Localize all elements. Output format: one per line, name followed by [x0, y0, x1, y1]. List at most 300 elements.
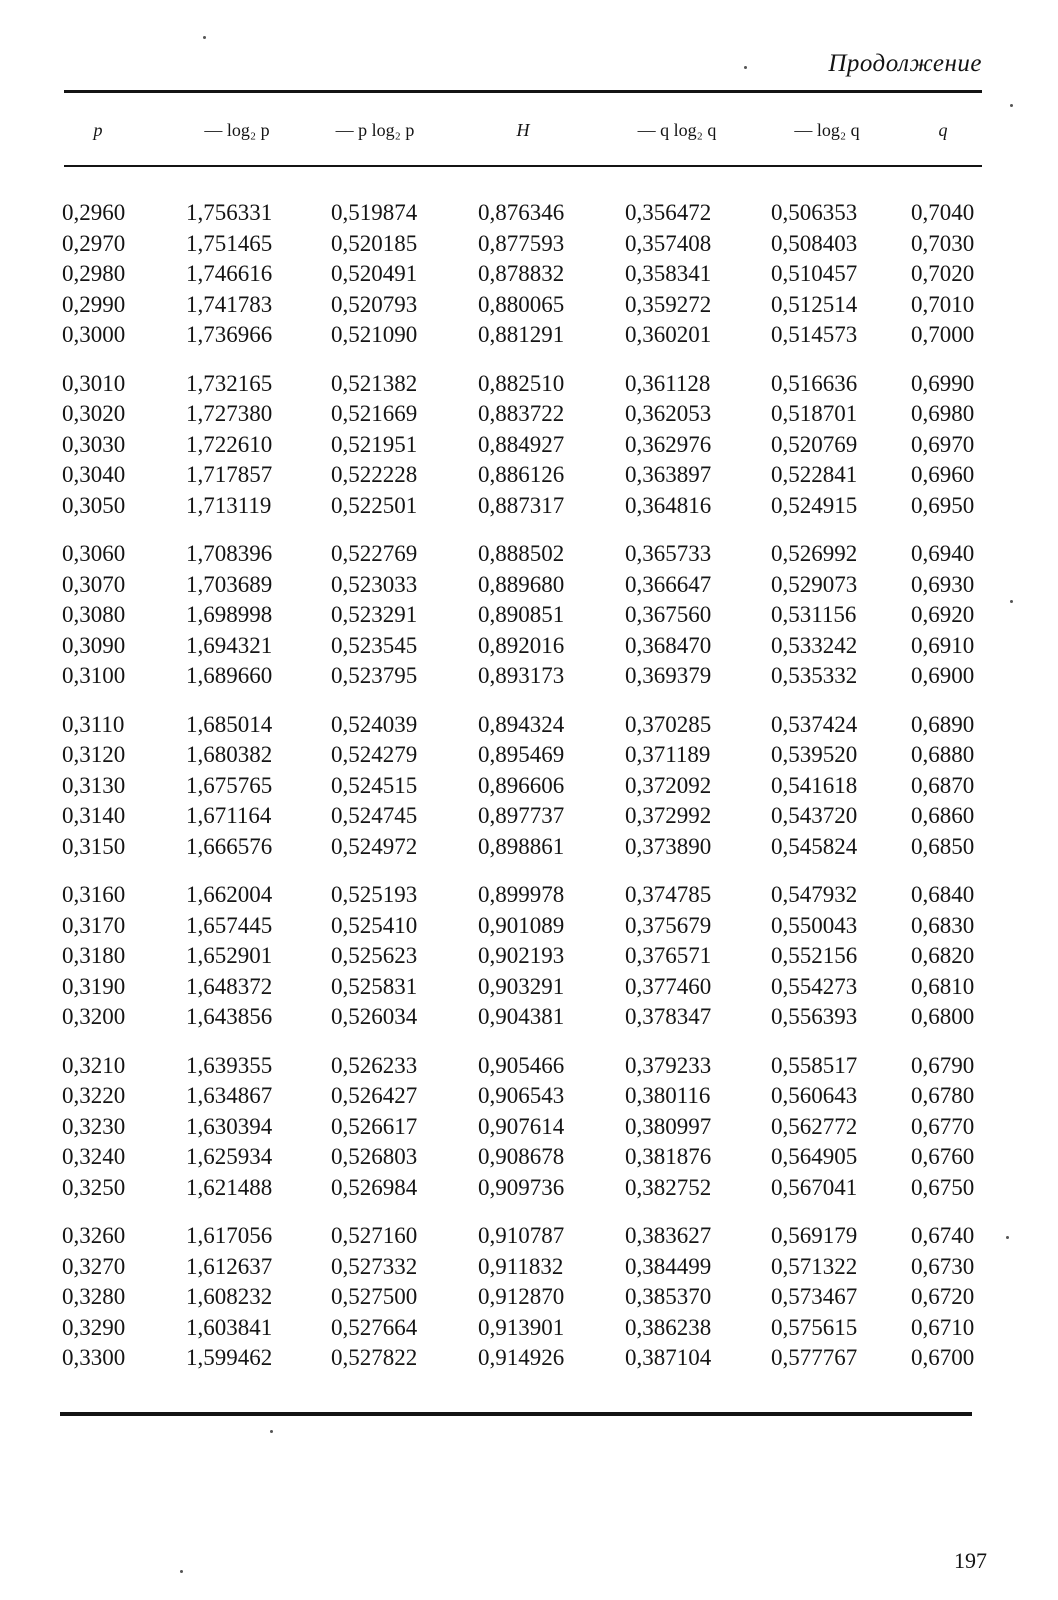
- table-body: [0, 198, 1058, 1392]
- cell-h: 0,899978: [478, 882, 565, 907]
- top-rule: [64, 90, 982, 93]
- table-row: [0, 661, 1058, 692]
- cell-neg-log2-q: 0,558517: [771, 1052, 858, 1078]
- cell-neg-log2-q: 0,514573: [771, 322, 858, 347]
- cell-q: 0,6740: [911, 1223, 975, 1248]
- cell-neg-log2-q: 0,541618: [771, 772, 858, 798]
- table-row: [0, 710, 1058, 741]
- cell-p: 0,3290: [62, 1314, 126, 1340]
- cell-neg-q-log2-q: 0,387104: [625, 1345, 712, 1370]
- cell-q: 0,6710: [911, 1314, 975, 1340]
- cell-neg-log2-p: 1,741783: [186, 291, 273, 317]
- cell-neg-q-log2-q: 0,372092: [625, 772, 712, 798]
- cell-h: 0,881291: [478, 322, 565, 347]
- header-neg-log2-q-label: — log₂ q: [794, 120, 860, 140]
- cell-neg-log2-p: 1,717857: [186, 462, 273, 487]
- cell-q: 0,6950: [911, 492, 975, 518]
- cell-neg-q-log2-q: 0,360201: [625, 322, 712, 347]
- cell-neg-log2-p: 1,698998: [186, 602, 273, 627]
- cell-p: 0,3190: [62, 973, 126, 999]
- cell-neg-p-log2-p: 0,524039: [331, 711, 418, 737]
- cell-neg-log2-q: 0,567041: [771, 1174, 858, 1200]
- cell-neg-log2-q: 0,545824: [771, 833, 858, 859]
- cell-neg-p-log2-p: 0,526984: [331, 1174, 418, 1200]
- table-row: [0, 832, 1058, 863]
- cell-neg-p-log2-p: 0,527160: [331, 1223, 418, 1248]
- scan-speck: [270, 1430, 273, 1433]
- cell-q: 0,6910: [911, 632, 975, 658]
- cell-neg-q-log2-q: 0,381876: [625, 1144, 712, 1169]
- cell-p: 0,3180: [62, 943, 126, 968]
- cell-p: 0,3220: [62, 1083, 126, 1108]
- cell-q: 0,6900: [911, 663, 975, 688]
- table-row: [0, 1343, 1058, 1374]
- cell-neg-log2-q: 0,573467: [771, 1284, 858, 1309]
- table-header: [0, 120, 1058, 150]
- cell-q: 0,7040: [911, 200, 975, 225]
- table-row: [0, 570, 1058, 601]
- cell-neg-log2-p: 1,727380: [186, 401, 273, 426]
- header-neg-log2-p-label: — log₂ p: [204, 120, 270, 140]
- cell-neg-log2-p: 1,666576: [186, 833, 273, 859]
- cell-h: 0,886126: [478, 462, 565, 487]
- cell-neg-log2-q: 0,552156: [771, 943, 858, 968]
- cell-neg-q-log2-q: 0,365733: [625, 541, 712, 566]
- table-row: [0, 1221, 1058, 1252]
- table-row: [0, 399, 1058, 430]
- table-row: [0, 1112, 1058, 1143]
- cell-p: 0,3070: [62, 571, 126, 597]
- header-neg-log2-p: [172, 120, 302, 141]
- cell-h: 0,904381: [478, 1004, 565, 1029]
- cell-neg-q-log2-q: 0,382752: [625, 1174, 712, 1200]
- cell-neg-q-log2-q: 0,375679: [625, 912, 712, 938]
- cell-neg-q-log2-q: 0,371189: [625, 742, 711, 767]
- cell-q: 0,6860: [911, 803, 975, 828]
- cell-p: 0,3260: [62, 1223, 126, 1248]
- cell-q: 0,6700: [911, 1345, 975, 1370]
- cell-neg-q-log2-q: 0,378347: [625, 1004, 712, 1029]
- cell-h: 0,893173: [478, 663, 565, 688]
- cell-neg-log2-p: 1,652901: [186, 943, 273, 968]
- cell-neg-log2-p: 1,621488: [186, 1174, 273, 1200]
- cell-h: 0,887317: [478, 492, 565, 518]
- cell-h: 0,902193: [478, 943, 565, 968]
- cell-h: 0,914926: [478, 1345, 565, 1370]
- row-group: [0, 369, 1058, 522]
- cell-p: 0,3110: [62, 711, 125, 737]
- cell-neg-q-log2-q: 0,373890: [625, 833, 712, 859]
- cell-neg-q-log2-q: 0,379233: [625, 1052, 712, 1078]
- cell-h: 0,909736: [478, 1174, 565, 1200]
- table-row: [0, 1173, 1058, 1204]
- cell-neg-p-log2-p: 0,520491: [331, 261, 418, 286]
- cell-neg-q-log2-q: 0,364816: [625, 492, 712, 518]
- cell-h: 0,895469: [478, 742, 565, 767]
- cell-neg-log2-q: 0,543720: [771, 803, 858, 828]
- cell-neg-p-log2-p: 0,523291: [331, 602, 418, 627]
- table-row: [0, 1142, 1058, 1173]
- cell-h: 0,908678: [478, 1144, 565, 1169]
- cell-q: 0,6840: [911, 882, 975, 907]
- cell-p: 0,3240: [62, 1144, 126, 1169]
- cell-p: 0,3160: [62, 882, 126, 907]
- cell-neg-q-log2-q: 0,359272: [625, 291, 712, 317]
- cell-neg-p-log2-p: 0,525831: [331, 973, 418, 999]
- cell-p: 0,3230: [62, 1113, 126, 1139]
- cell-q: 0,6810: [911, 973, 975, 999]
- cell-neg-q-log2-q: 0,366647: [625, 571, 712, 597]
- cell-p: 0,3270: [62, 1253, 126, 1279]
- cell-neg-log2-q: 0,550043: [771, 912, 858, 938]
- cell-q: 0,6990: [911, 370, 975, 396]
- scan-speck: [203, 36, 206, 39]
- cell-neg-p-log2-p: 0,523545: [331, 632, 418, 658]
- table-row: [0, 1252, 1058, 1283]
- cell-neg-log2-p: 1,736966: [186, 322, 273, 347]
- cell-neg-p-log2-p: 0,525623: [331, 943, 418, 968]
- scan-speck: [1006, 1236, 1009, 1239]
- cell-q: 0,6880: [911, 742, 975, 767]
- cell-neg-log2-q: 0,506353: [771, 200, 858, 225]
- cell-h: 0,876346: [478, 200, 565, 225]
- cell-q: 0,6940: [911, 541, 975, 566]
- cell-neg-log2-p: 1,639355: [186, 1052, 273, 1078]
- cell-neg-q-log2-q: 0,362976: [625, 431, 712, 457]
- cell-q: 0,6720: [911, 1284, 975, 1309]
- cell-neg-log2-q: 0,518701: [771, 401, 858, 426]
- cell-p: 0,3200: [62, 1004, 126, 1029]
- cell-neg-log2-q: 0,533242: [771, 632, 858, 658]
- cell-neg-q-log2-q: 0,385370: [625, 1284, 712, 1309]
- cell-q: 0,6780: [911, 1083, 975, 1108]
- header-rule: [64, 165, 982, 167]
- cell-neg-log2-p: 1,617056: [186, 1223, 273, 1248]
- table-row: [0, 1002, 1058, 1033]
- cell-h: 0,897737: [478, 803, 565, 828]
- cell-neg-log2-p: 1,694321: [186, 632, 273, 658]
- cell-h: 0,896606: [478, 772, 565, 798]
- cell-neg-log2-p: 1,634867: [186, 1083, 273, 1108]
- cell-neg-log2-q: 0,522841: [771, 462, 858, 487]
- cell-neg-log2-p: 1,630394: [186, 1113, 273, 1139]
- cell-neg-q-log2-q: 0,380116: [625, 1083, 711, 1108]
- continuation-label: Продолжение: [828, 50, 982, 77]
- cell-neg-p-log2-p: 0,523033: [331, 571, 418, 597]
- cell-p: 0,3050: [62, 492, 126, 518]
- cell-q: 0,7030: [911, 230, 975, 256]
- cell-h: 0,877593: [478, 230, 565, 256]
- cell-neg-q-log2-q: 0,367560: [625, 602, 712, 627]
- cell-neg-log2-q: 0,535332: [771, 663, 858, 688]
- cell-neg-log2-p: 1,612637: [186, 1253, 273, 1279]
- cell-q: 0,6830: [911, 912, 975, 938]
- cell-neg-log2-q: 0,520769: [771, 431, 858, 457]
- cell-neg-log2-p: 1,662004: [186, 882, 273, 907]
- cell-neg-p-log2-p: 0,520185: [331, 230, 418, 256]
- cell-neg-q-log2-q: 0,361128: [625, 370, 711, 396]
- cell-neg-log2-q: 0,510457: [771, 261, 858, 286]
- cell-q: 0,7000: [911, 322, 975, 347]
- table-row: [0, 198, 1058, 229]
- cell-q: 0,7020: [911, 261, 975, 286]
- table-row: [0, 1313, 1058, 1344]
- table-row: [0, 1081, 1058, 1112]
- cell-h: 0,913901: [478, 1314, 565, 1340]
- cell-h: 0,901089: [478, 912, 565, 938]
- cell-neg-q-log2-q: 0,370285: [625, 711, 712, 737]
- cell-p: 0,3030: [62, 431, 126, 457]
- header-q: [878, 120, 1008, 141]
- cell-h: 0,905466: [478, 1052, 565, 1078]
- cell-p: 0,3060: [62, 541, 126, 566]
- cell-neg-log2-p: 1,685014: [186, 711, 273, 737]
- cell-neg-p-log2-p: 0,524515: [331, 772, 418, 798]
- cell-neg-log2-p: 1,599462: [186, 1345, 273, 1370]
- cell-h: 0,878832: [478, 261, 565, 286]
- cell-neg-p-log2-p: 0,522501: [331, 492, 418, 518]
- table-row: [0, 259, 1058, 290]
- cell-neg-log2-q: 0,569179: [771, 1223, 858, 1248]
- cell-neg-log2-p: 1,657445: [186, 912, 273, 938]
- cell-p: 0,3120: [62, 742, 126, 767]
- cell-neg-log2-p: 1,751465: [186, 230, 273, 256]
- cell-neg-p-log2-p: 0,523795: [331, 663, 418, 688]
- cell-p: 0,3090: [62, 632, 126, 658]
- cell-neg-log2-p: 1,643856: [186, 1004, 273, 1029]
- cell-q: 0,6800: [911, 1004, 975, 1029]
- cell-h: 0,883722: [478, 401, 565, 426]
- header-q-label: q: [938, 120, 948, 140]
- cell-neg-p-log2-p: 0,521090: [331, 322, 418, 347]
- cell-neg-log2-p: 1,732165: [186, 370, 273, 396]
- cell-q: 0,6870: [911, 772, 975, 798]
- cell-q: 0,6790: [911, 1052, 975, 1078]
- cell-neg-q-log2-q: 0,356472: [625, 200, 712, 225]
- cell-p: 0,3280: [62, 1284, 126, 1309]
- cell-p: 0,3250: [62, 1174, 126, 1200]
- cell-neg-q-log2-q: 0,372992: [625, 803, 712, 828]
- cell-neg-p-log2-p: 0,525410: [331, 912, 418, 938]
- cell-p: 0,3010: [62, 370, 126, 396]
- header-neg-q-log2-q-label: — q log₂ q: [637, 120, 717, 140]
- cell-p: 0,2980: [62, 261, 126, 286]
- table-row: [0, 539, 1058, 570]
- cell-neg-p-log2-p: 0,527664: [331, 1314, 418, 1340]
- cell-neg-log2-q: 0,564905: [771, 1144, 858, 1169]
- header-h: [458, 120, 588, 141]
- cell-neg-log2-q: 0,508403: [771, 230, 858, 256]
- header-p: [33, 120, 163, 141]
- cell-q: 0,6890: [911, 711, 975, 737]
- row-group: [0, 880, 1058, 1033]
- cell-neg-log2-q: 0,547932: [771, 882, 858, 907]
- cell-neg-q-log2-q: 0,368470: [625, 632, 712, 658]
- page-number: 197: [954, 1548, 987, 1573]
- scan-speck: [744, 66, 747, 69]
- cell-neg-q-log2-q: 0,362053: [625, 401, 712, 426]
- cell-h: 0,907614: [478, 1113, 565, 1139]
- cell-q: 0,6820: [911, 943, 975, 968]
- cell-neg-log2-q: 0,529073: [771, 571, 858, 597]
- cell-neg-p-log2-p: 0,524279: [331, 742, 418, 767]
- cell-neg-p-log2-p: 0,526233: [331, 1052, 418, 1078]
- table-row: [0, 1051, 1058, 1082]
- cell-neg-log2-q: 0,577767: [771, 1345, 858, 1370]
- table-row: [0, 320, 1058, 351]
- cell-neg-q-log2-q: 0,377460: [625, 973, 712, 999]
- cell-q: 0,6750: [911, 1174, 975, 1200]
- cell-h: 0,884927: [478, 431, 565, 457]
- cell-p: 0,2970: [62, 230, 126, 256]
- cell-neg-p-log2-p: 0,526034: [331, 1004, 418, 1029]
- cell-neg-log2-q: 0,539520: [771, 742, 858, 767]
- cell-neg-log2-q: 0,571322: [771, 1253, 858, 1279]
- cell-p: 0,3020: [62, 401, 126, 426]
- table-row: [0, 801, 1058, 832]
- cell-h: 0,898861: [478, 833, 565, 859]
- cell-neg-p-log2-p: 0,522228: [331, 462, 418, 487]
- cell-neg-log2-p: 1,625934: [186, 1144, 273, 1169]
- cell-neg-q-log2-q: 0,357408: [625, 230, 712, 256]
- table-row: [0, 229, 1058, 260]
- scan-speck: [1010, 104, 1013, 107]
- table-row: [0, 1282, 1058, 1313]
- cell-neg-log2-q: 0,524915: [771, 492, 858, 518]
- cell-neg-log2-p: 1,608232: [186, 1284, 273, 1309]
- cell-neg-q-log2-q: 0,363897: [625, 462, 712, 487]
- cell-p: 0,3080: [62, 602, 126, 627]
- cell-neg-log2-q: 0,575615: [771, 1314, 858, 1340]
- cell-neg-p-log2-p: 0,526617: [331, 1113, 418, 1139]
- cell-neg-p-log2-p: 0,524745: [331, 803, 418, 828]
- cell-neg-p-log2-p: 0,522769: [331, 541, 418, 566]
- cell-h: 0,912870: [478, 1284, 565, 1309]
- cell-h: 0,911832: [478, 1253, 564, 1279]
- header-neg-log2-q: [762, 120, 892, 141]
- cell-neg-p-log2-p: 0,521382: [331, 370, 418, 396]
- cell-p: 0,3100: [62, 663, 126, 688]
- cell-neg-p-log2-p: 0,521669: [331, 401, 418, 426]
- cell-neg-p-log2-p: 0,526803: [331, 1144, 418, 1169]
- row-group: [0, 1221, 1058, 1374]
- table-row: [0, 491, 1058, 522]
- table-row: [0, 460, 1058, 491]
- cell-h: 0,882510: [478, 370, 565, 396]
- table-row: [0, 911, 1058, 942]
- cell-h: 0,910787: [478, 1223, 565, 1248]
- cell-p: 0,3300: [62, 1345, 126, 1370]
- cell-p: 0,2960: [62, 200, 126, 225]
- cell-q: 0,6760: [911, 1144, 975, 1169]
- cell-h: 0,888502: [478, 541, 565, 566]
- cell-neg-p-log2-p: 0,520793: [331, 291, 418, 317]
- cell-neg-q-log2-q: 0,376571: [625, 943, 712, 968]
- cell-neg-log2-q: 0,526992: [771, 541, 858, 566]
- cell-neg-p-log2-p: 0,527332: [331, 1253, 418, 1279]
- cell-neg-p-log2-p: 0,519874: [331, 200, 418, 225]
- header-neg-q-log2-q: [612, 120, 742, 141]
- row-group: [0, 539, 1058, 692]
- cell-neg-log2-q: 0,554273: [771, 973, 858, 999]
- cell-neg-log2-q: 0,531156: [771, 602, 857, 627]
- cell-neg-log2-q: 0,537424: [771, 711, 858, 737]
- row-group: [0, 1051, 1058, 1204]
- cell-neg-log2-p: 1,648372: [186, 973, 273, 999]
- cell-h: 0,890851: [478, 602, 565, 627]
- cell-neg-log2-p: 1,703689: [186, 571, 273, 597]
- cell-neg-q-log2-q: 0,383627: [625, 1223, 712, 1248]
- cell-h: 0,892016: [478, 632, 565, 658]
- cell-p: 0,3040: [62, 462, 126, 487]
- table-row: [0, 880, 1058, 911]
- cell-neg-log2-q: 0,562772: [771, 1113, 858, 1139]
- table-row: [0, 600, 1058, 631]
- table-row: [0, 631, 1058, 662]
- cell-neg-log2-p: 1,603841: [186, 1314, 273, 1340]
- header-neg-p-log2-p: [310, 120, 440, 141]
- cell-q: 0,6960: [911, 462, 975, 487]
- cell-neg-log2-q: 0,512514: [771, 291, 858, 317]
- cell-h: 0,894324: [478, 711, 565, 737]
- cell-p: 0,2990: [62, 291, 126, 317]
- cell-neg-q-log2-q: 0,386238: [625, 1314, 712, 1340]
- cell-neg-p-log2-p: 0,525193: [331, 882, 418, 907]
- cell-q: 0,6770: [911, 1113, 975, 1139]
- cell-neg-q-log2-q: 0,358341: [625, 261, 712, 286]
- cell-neg-p-log2-p: 0,527822: [331, 1345, 418, 1370]
- cell-neg-q-log2-q: 0,374785: [625, 882, 712, 907]
- cell-neg-log2-p: 1,746616: [186, 261, 273, 286]
- cell-p: 0,3210: [62, 1052, 126, 1078]
- cell-neg-log2-p: 1,675765: [186, 772, 273, 798]
- cell-q: 0,6980: [911, 401, 975, 426]
- cell-neg-p-log2-p: 0,527500: [331, 1284, 418, 1309]
- cell-h: 0,889680: [478, 571, 565, 597]
- cell-p: 0,3140: [62, 803, 126, 828]
- cell-q: 0,6730: [911, 1253, 975, 1279]
- cell-neg-p-log2-p: 0,521951: [331, 431, 418, 457]
- cell-neg-log2-p: 1,756331: [186, 200, 273, 225]
- cell-p: 0,3000: [62, 322, 126, 347]
- cell-p: 0,3150: [62, 833, 126, 859]
- scan-speck: [1010, 600, 1013, 603]
- cell-h: 0,880065: [478, 291, 565, 317]
- cell-neg-log2-p: 1,708396: [186, 541, 273, 566]
- cell-q: 0,7010: [911, 291, 975, 317]
- row-group: [0, 710, 1058, 863]
- cell-q: 0,6850: [911, 833, 975, 859]
- table-row: [0, 290, 1058, 321]
- header-p-label: p: [93, 120, 103, 140]
- cell-neg-log2-p: 1,722610: [186, 431, 273, 457]
- bottom-rule: [60, 1412, 972, 1416]
- cell-neg-log2-p: 1,680382: [186, 742, 273, 767]
- cell-neg-log2-p: 1,671164: [186, 803, 272, 828]
- table-row: [0, 771, 1058, 802]
- cell-neg-log2-p: 1,689660: [186, 663, 273, 688]
- cell-neg-q-log2-q: 0,369379: [625, 663, 712, 688]
- header-neg-p-log2-p-label: — p log₂ p: [335, 120, 415, 140]
- cell-q: 0,6970: [911, 431, 975, 457]
- cell-neg-log2-q: 0,556393: [771, 1004, 858, 1029]
- cell-neg-p-log2-p: 0,524972: [331, 833, 418, 859]
- cell-h: 0,906543: [478, 1083, 565, 1108]
- cell-neg-log2-p: 1,713119: [186, 492, 272, 518]
- table-row: [0, 740, 1058, 771]
- scan-speck: [180, 1570, 183, 1573]
- cell-p: 0,3130: [62, 772, 126, 798]
